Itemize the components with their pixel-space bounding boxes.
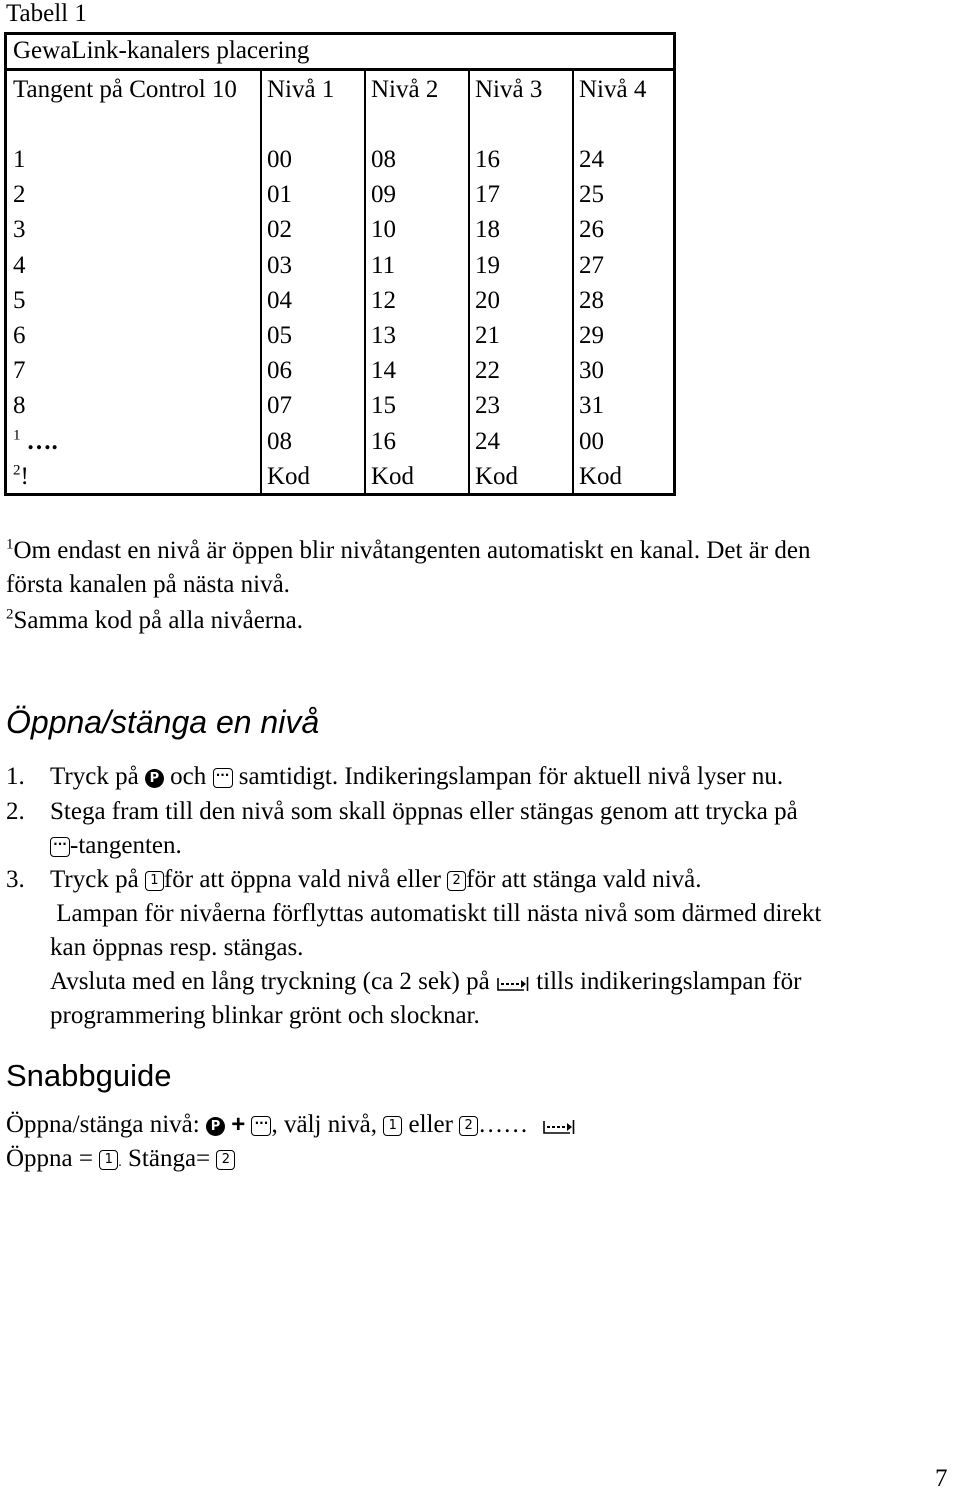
key-2-icon: 2 [459,1116,478,1136]
footnote-2-mark: 2 [6,606,14,623]
step-3 [50,866,702,894]
step-2-line-2 [50,832,182,860]
table-cell-channel: 25 [579,181,604,209]
table-cell-channel: 08 [267,427,292,455]
table-header-level: Nivå 1 [267,76,335,103]
section-heading-quick-guide: Snabbguide [6,1058,172,1093]
step-1-number: 1. [6,763,25,790]
table-cell-channel: 24 [475,427,500,455]
step-2-number: 2. [6,798,25,825]
table-cell-channel: 05 [267,322,292,349]
footnote-1-mark: 1 [6,536,14,553]
plus-sign: + [231,1111,246,1138]
table-cell-key-text: ! [20,462,29,490]
end-key-icon [542,1115,576,1137]
table-cell-channel: 00 [267,146,292,173]
table-cell-channel: 24 [579,146,604,173]
key-2-icon: 2 [216,1150,235,1170]
table-cell-channel: Kod [579,462,623,490]
table-cell-channel: 22 [475,357,500,385]
table-header-level: Nivå 2 [371,76,439,103]
table-cell-channel: 06 [267,357,292,385]
table-cell-channel: Kod [371,462,415,490]
table-label: Tabell 1 [6,0,87,27]
quick-guide-open-label: Öppna = [6,1145,93,1172]
table-cell-key: 3 [13,216,26,244]
step-1 [50,763,783,791]
table-cell-footnote-mark: 1 [13,427,21,444]
table-cell-channel: 26 [579,216,604,244]
end-key-icon [496,972,530,994]
table-cell-channel: 23 [475,392,500,420]
step-2-line-1: Stega fram till den nivå som skall öppnas eller stängas genom att trycka på [50,798,798,825]
table-cell-channel: 01 [267,181,292,209]
table-cell-key: 2 [13,181,26,209]
step-3-text-b: för att öppna vald nivå eller [163,866,441,893]
table-cell-channel: 02 [267,216,292,244]
quick-guide-text-d: …… [478,1111,529,1138]
table-cell-key: 4 [13,251,26,279]
table-cell-channel: 21 [475,322,500,349]
table-caption-row [7,35,673,71]
key-2-icon: 2 [447,871,466,891]
table-cell-channel: 03 [267,251,292,279]
channel-table [4,32,676,496]
footnote-2-text: Samma kod på alla nivåerna. [13,607,303,634]
section-heading-open-close: Öppna/stänga en nivå [6,704,320,740]
step-3-number: 3. [6,866,25,893]
step-2-text: -tangenten. [70,832,182,859]
table-header-key: Tangent på Control 10 [13,76,237,103]
page-number: 7 [935,1465,948,1492]
footnote-1-line-1: Om endast en nivå är öppen blir nivåtangenten automatiskt en kanal. Det är den [13,537,811,564]
table-cell-channel: 17 [475,181,500,209]
table-header-level: Nivå 3 [475,76,543,103]
key-1-icon: 1 [383,1116,402,1136]
table-cell-channel: 04 [267,286,292,314]
table-cell-channel: 29 [579,322,604,349]
table-cell-channel: 19 [475,251,500,279]
table-cell-key: 6 [13,322,26,349]
p-key-icon: P [145,769,164,788]
footnote-2 [6,607,303,635]
table-cell-channel: 31 [579,392,604,420]
table-column-divider [260,71,262,493]
table-cell-key: 5 [13,286,26,314]
table-header-level: Nivå 4 [579,76,647,103]
table-cell-key: 7 [13,357,26,385]
table-cell-channel: 08 [371,146,396,173]
table-cell-channel: 11 [371,251,396,279]
menu-key-icon: ··· [251,1116,271,1136]
step-3-para-line-2: kan öppnas resp. stängas. [50,934,304,961]
key-1-icon: 1 [99,1150,118,1170]
table-cell-channel: 27 [579,251,604,279]
quick-guide-dot: . [118,1155,122,1170]
finish-line-2: programmering blinkar grönt och slocknar. [50,1002,480,1029]
table-cell-channel: 00 [579,427,604,455]
table-cell-channel: 09 [371,181,396,209]
table-column-divider [364,71,366,493]
menu-key-icon: ··· [213,768,233,788]
footnote-1-line-2: första kanalen på nästa nivå. [6,571,290,598]
footnote-1 [6,537,810,565]
table-cell-channel: 07 [267,392,292,420]
quick-guide-close-label: Stänga= [121,1145,211,1172]
quick-guide-text-a: Öppna/stänga nivå: [6,1111,200,1138]
step-3-para-line-1: Lampan för nivåerna förflyttas automatiskt till nästa nivå som därmed direkt [50,900,822,927]
table-cell-channel: 28 [579,286,604,314]
table-cell-channel: 16 [371,427,396,455]
table-cell-key: 8 [13,392,26,420]
finish-line-1 [50,968,801,996]
finish-text-a: Avsluta med en lång tryckning (ca 2 sek) på [50,968,490,995]
p-key-icon: P [206,1117,225,1136]
table-cell-channel: 18 [475,216,500,244]
step-3-text-c: för att stänga vald nivå. [466,866,702,893]
table-cell-channel: 13 [371,322,396,349]
table-column-divider [572,71,574,493]
table-cell-channel: 30 [579,357,604,385]
step-1-text-b: och [170,763,207,790]
finish-text-b: tills indikeringslampan för [536,968,802,995]
table-column-divider [468,71,470,493]
table-cell-channel: Kod [475,462,519,490]
table-cell-footnote-mark: 2 [13,462,21,479]
step-3-text-a: Tryck på [50,866,139,893]
table-cell-channel: 20 [475,286,500,314]
table-caption: GewaLink-kanalers placering [13,37,310,64]
quick-guide-text-c: eller [408,1111,453,1138]
quick-guide-line-1 [6,1111,576,1139]
table-cell-channel: 10 [371,216,396,244]
table-cell-channel: Kod [267,462,311,490]
menu-key-icon: ··· [50,837,70,857]
quick-guide-text-b: , välj nivå, [271,1111,377,1138]
step-1-text-c: samtidigt. Indikeringslampan för aktuell nivå lyser nu. [238,763,784,790]
step-1-text-a: Tryck på [50,763,139,790]
table-cell-channel: 12 [371,286,396,314]
table-cell-key [13,463,29,491]
key-1-icon: 1 [145,871,164,891]
table-cell-channel: 15 [371,392,396,420]
table-cell-key-text: …. [26,427,58,455]
table-cell-key: 1 [13,146,26,173]
table-cell-channel: 14 [371,357,396,385]
quick-guide-line-2 [6,1145,235,1173]
table-cell-key [13,428,58,456]
table-cell-channel: 16 [475,146,500,173]
